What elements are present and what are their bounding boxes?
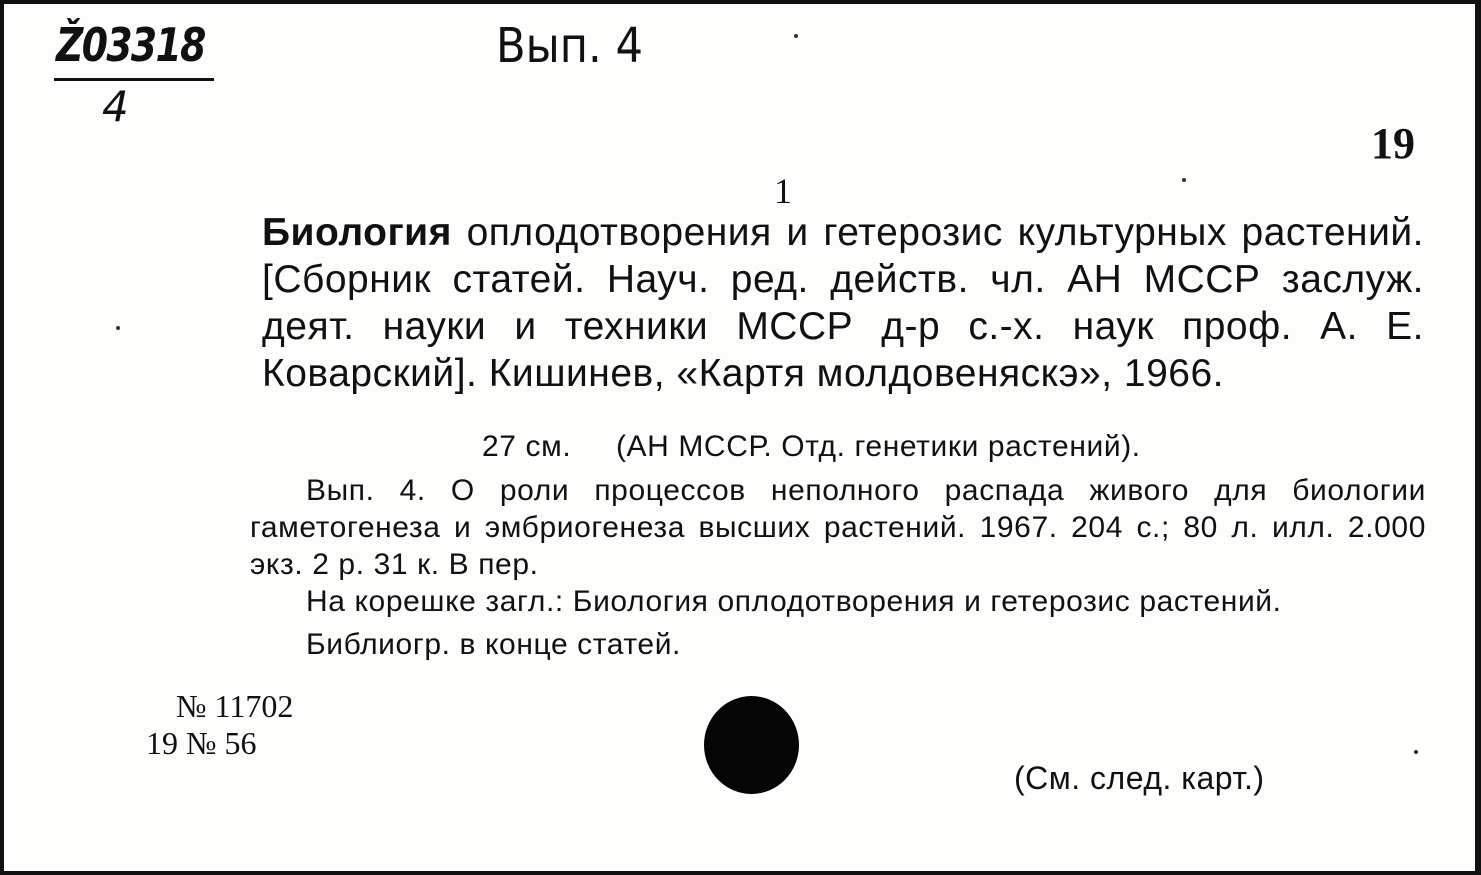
record-title-bold: Биология <box>262 211 452 254</box>
handwritten-issue-note: Вып. 4 <box>496 18 643 74</box>
bibliography-note: Библиогр. в конце статей. <box>306 628 681 661</box>
spine-title-note: На корешке загл.: Биология оплодотворения и гетерозис растений. <box>306 585 1282 618</box>
registration-number-secondary: 19 № 56 <box>146 725 257 761</box>
record-title-rest: оплодотворения и гетерозис культурных растений. [Сборник статей. Науч. ред. действ. чл. АН МССР заслуж. деят. науки и техники МССР д-р с.-х. наук проф. А. Е. Коварский]. Кишинев, «Картя молдовеняскэ», 1966. <box>262 211 1424 395</box>
handwritten-volume: 4 <box>102 82 129 131</box>
card-punch-hole <box>704 696 799 794</box>
dimensions-series-line: 27 см. (АН МССР. Отд. генетики растений). <box>482 430 1141 463</box>
entry-number: 1 <box>774 171 792 211</box>
series-issue-note: Вып. 4. О роли процессов неполного распада живого для биологии гаметогенеза и эмбриогенеза высших растений. 1967. 204 с.; 80 л. илл. 2.000 экз. 2 р. 31 к. В пер. <box>250 474 1426 581</box>
main-bibliographic-entry <box>262 209 1424 397</box>
shelf-code-underline <box>54 78 214 81</box>
paper-speck <box>794 34 798 38</box>
see-next-card-note: (См. след. карт.) <box>1014 760 1265 796</box>
paper-speck <box>1414 750 1418 754</box>
paper-speck <box>116 326 120 330</box>
handwritten-shelf-code: Ž03318 <box>56 18 205 72</box>
card-number: 19 <box>1371 119 1415 168</box>
notes-block <box>250 472 1426 663</box>
registration-number: № 11702 <box>176 688 294 724</box>
paper-speck <box>1182 178 1186 182</box>
